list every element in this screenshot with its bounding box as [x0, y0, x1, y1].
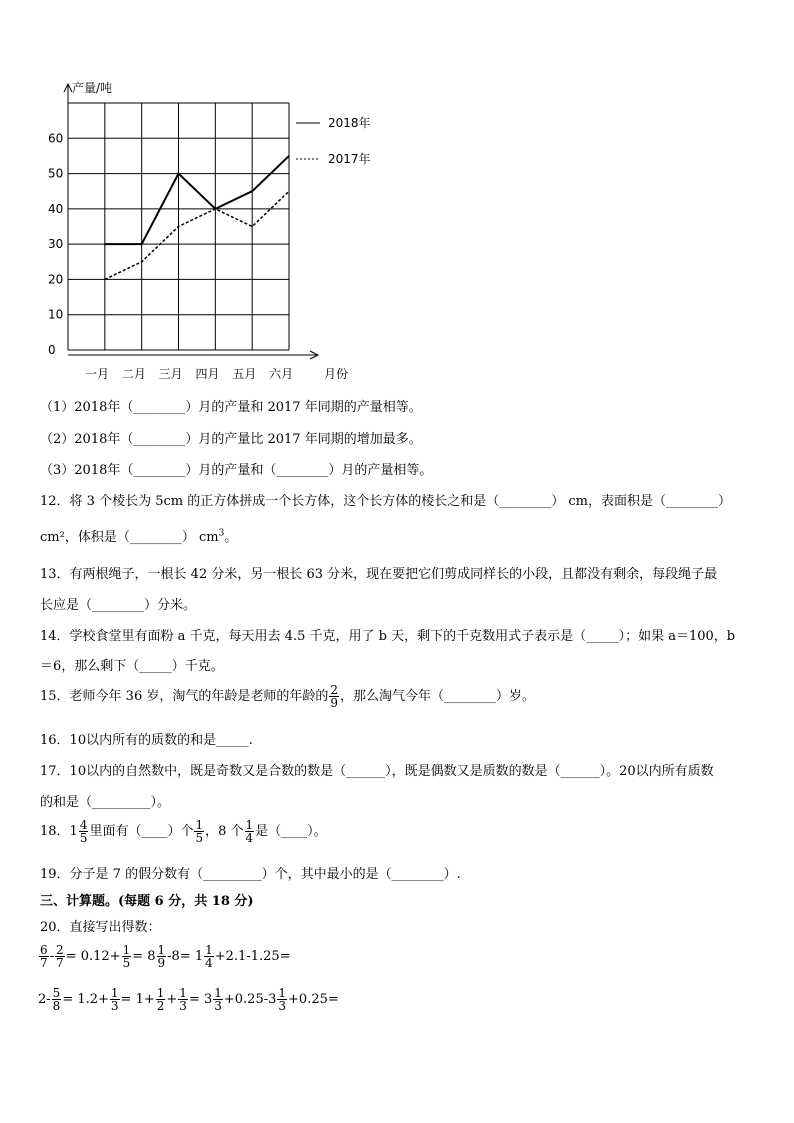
frac-num: 1	[179, 986, 187, 1000]
series-line-2017年	[105, 191, 289, 279]
y-tick-label: 10	[48, 307, 64, 322]
data-point	[252, 226, 253, 227]
expr-text: +0.25-3	[223, 992, 277, 1007]
frac-num: 2	[56, 943, 64, 957]
data-point	[215, 208, 216, 209]
frac-den: 2	[156, 999, 165, 1013]
x-axis-label: 月份	[324, 367, 349, 380]
frac-num: 1	[110, 986, 119, 1000]
frac-num: 1	[157, 943, 166, 957]
chart-series	[104, 155, 289, 280]
q11-part2: （2）2018年（________）月的产量比 2017 年同期的增加最多。	[40, 432, 422, 447]
expr-text: = 1.2+	[62, 992, 109, 1007]
fraction	[110, 987, 120, 1012]
chart-legend	[296, 115, 371, 166]
data-point	[289, 191, 290, 192]
frac-num: 1	[156, 986, 165, 1000]
q18-frac3	[245, 819, 255, 844]
frac-den: 4	[245, 831, 254, 845]
frac-num: 4	[79, 818, 88, 832]
frac-den: 8	[52, 999, 61, 1013]
data-point	[289, 155, 290, 156]
expr-text: = 1+	[120, 992, 155, 1007]
chart-ticks	[48, 131, 293, 380]
expr-text: = 0.12+	[65, 949, 121, 964]
q18-b: 里面有（____）个	[89, 824, 194, 839]
frac-den: 3	[110, 999, 119, 1013]
frac-den: 7	[56, 956, 64, 970]
q20-title: 20．直接写出得数：	[40, 920, 161, 935]
q15-before: 15．老师今年 36 岁，淘气的年龄是老师的年龄的	[40, 689, 329, 704]
q18	[40, 819, 327, 844]
x-tick-label: 二月	[121, 367, 146, 380]
q11-part1: （1）2018年（________）月的产量和 2017 年同期的产量相等。	[40, 400, 422, 415]
expr-text: 2-	[38, 992, 51, 1007]
y-tick-label: 50	[48, 166, 64, 181]
y-tick-label: 60	[48, 131, 64, 146]
q17-line2: 的和是（_________）。	[40, 795, 171, 810]
frac-den: 9	[157, 956, 166, 970]
q15-fraction	[329, 684, 339, 709]
expr-text: -8= 1	[167, 949, 204, 964]
q12-cube-sup: 3	[218, 528, 225, 539]
data-point	[178, 173, 179, 174]
data-point	[104, 279, 105, 280]
x-tick-label: 六月	[269, 367, 294, 380]
y-tick-label: 40	[48, 201, 64, 216]
legend-label: 2017年	[328, 152, 371, 166]
fraction	[204, 944, 214, 969]
frac-num: 1	[278, 986, 287, 1000]
fraction	[178, 987, 188, 1012]
frac-num: 1	[195, 818, 204, 832]
frac-num: 1	[245, 818, 254, 832]
production-line-chart	[40, 80, 440, 380]
fraction	[55, 944, 65, 969]
data-point	[141, 261, 142, 262]
q12-line2	[40, 526, 237, 545]
frac-den: 3	[214, 999, 222, 1013]
q12-line2a: cm²，体积是（________） cm	[40, 530, 219, 545]
fraction	[122, 944, 132, 969]
frac-num: 2	[330, 683, 338, 697]
y-tick-label: 30	[48, 237, 64, 252]
frac-den: 4	[205, 956, 213, 970]
series-line-2018年	[105, 156, 289, 244]
q20-row1	[38, 944, 291, 969]
q18-frac2	[194, 819, 204, 844]
legend-label: 2018年	[328, 116, 371, 130]
q19: 19．分子是 7 的假分数有（_________）个，其中最小的是（________）.	[40, 867, 461, 882]
q14-line1: 14．学校食堂里有面粉 a 千克，每天用去 4.5 千克，用了 b 天，剩下的千克数用式子表示是（_____）；如果 a＝100，b	[40, 629, 736, 644]
x-tick-label: 三月	[158, 367, 183, 380]
fraction	[277, 987, 287, 1012]
frac-den: 3	[278, 999, 287, 1013]
q16: 16．10以内所有的质数的和是_____.	[40, 733, 253, 748]
frac-num: 1	[122, 943, 131, 957]
x-tick-label: 一月	[85, 367, 110, 380]
data-point	[141, 244, 142, 245]
q13-line2: 长应是（________）分米。	[40, 598, 197, 613]
frac-den: 9	[330, 696, 338, 710]
x-tick-label: 五月	[232, 367, 257, 380]
x-tick-label: 四月	[195, 367, 220, 380]
q15	[40, 684, 535, 709]
q18-a: 18．1	[40, 824, 78, 839]
section3-title: 三、计算题。(每题 6 分，共 18 分)	[40, 894, 254, 909]
frac-num: 1	[214, 986, 222, 1000]
expr-text: +	[166, 992, 178, 1007]
chart-axes	[64, 84, 318, 359]
data-point	[252, 191, 253, 192]
fraction	[157, 944, 167, 969]
frac-den: 5	[122, 956, 131, 970]
frac-num: 5	[52, 986, 61, 1000]
q12-line2b: 。	[224, 530, 238, 545]
q13-line1: 13．有两根绳子，一根长 42 分米，另一根长 63 分米，现在要把它们剪成同样长的小段，且都没有剩余，每段绳子最	[40, 567, 718, 582]
frac-den: 7	[40, 956, 48, 970]
q18-d: 是（____）。	[255, 824, 327, 839]
frac-den: 5	[195, 831, 204, 845]
data-point	[104, 244, 105, 245]
frac-den: 5	[79, 831, 88, 845]
q18-frac1	[79, 819, 89, 844]
frac-num: 6	[40, 943, 48, 957]
fraction	[156, 987, 166, 1012]
expr-text: +2.1-1.25=	[214, 949, 291, 964]
expr-text: = 3	[188, 992, 213, 1007]
q11-part3: （3）2018年（________）月的产量和（________）月的产量相等。	[40, 463, 433, 478]
frac-num: 1	[205, 943, 213, 957]
data-point	[178, 226, 179, 227]
fraction	[52, 987, 62, 1012]
q20-row2	[38, 987, 339, 1012]
expr-text: = 8	[132, 949, 156, 964]
q14-line2: ＝6，那么剩下（_____）千克。	[40, 659, 224, 674]
expr-text: +0.25=	[288, 992, 339, 1007]
frac-den: 3	[179, 999, 187, 1013]
q18-c: ，8 个	[205, 824, 244, 839]
q17-line1: 17．10以内的自然数中，既是奇数又是合数的数是（______），既是偶数又是质数的数是（______）。20以内所有质数	[40, 764, 714, 779]
q12-line1: 12．将 3 个棱长为 5cm 的正方体拼成一个长方体，这个长方体的棱长之和是（________） cm，表面积是（________）	[40, 494, 731, 509]
minus-sign: -	[49, 949, 55, 964]
q15-after: ，那么淘气今年（________）岁。	[340, 689, 536, 704]
y-axis-label: 产量/吨	[72, 81, 113, 95]
fraction	[213, 987, 223, 1012]
fraction	[39, 944, 49, 969]
y-tick-label: 20	[48, 272, 64, 287]
y-tick-label: 0	[48, 343, 56, 357]
